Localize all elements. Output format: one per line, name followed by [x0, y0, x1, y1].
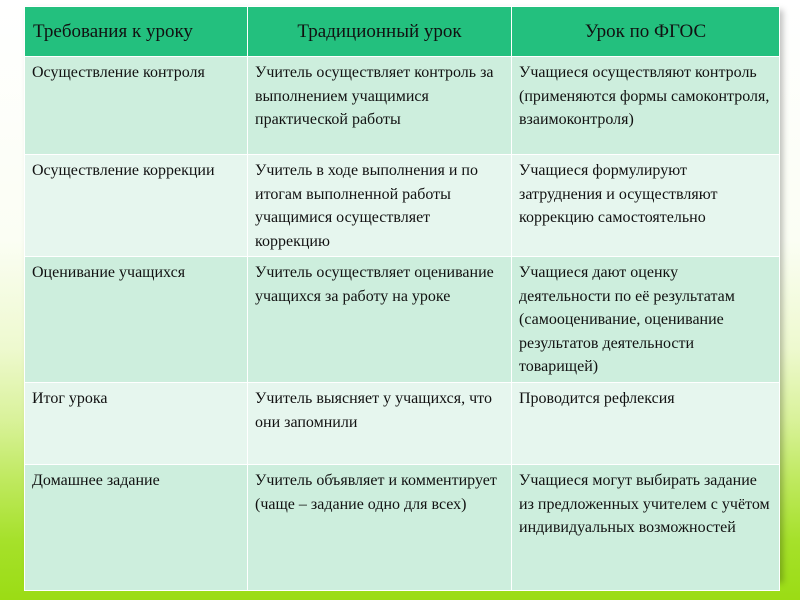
header-requirements: Требования к уроку — [25, 7, 248, 57]
fgos-text: Учащиеся формулируют затруднения и осуществляют коррекцию самостоятельно — [519, 162, 718, 226]
traditional-cell — [248, 465, 512, 591]
table-row — [25, 57, 780, 155]
table-row — [25, 257, 780, 383]
traditional-text: Учитель выясняет у учащихся, что они запомнили — [255, 390, 492, 431]
fgos-cell — [512, 465, 780, 591]
traditional-text: Учитель осуществляет контроль за выполнением учащимися практической работы — [255, 64, 494, 128]
fgos-text: Проводится рефлексия — [519, 390, 675, 407]
table-header-row — [25, 7, 780, 57]
fgos-cell — [512, 257, 780, 383]
comparison-table — [24, 6, 780, 591]
fgos-cell — [512, 57, 780, 155]
traditional-cell — [248, 257, 512, 383]
table-row — [25, 155, 780, 257]
fgos-text: Учащиеся могут выбирать задание из предложенных учителем с учётом индивидуальных возможностей — [519, 472, 770, 536]
slide-frame — [24, 6, 779, 579]
header-fgos: Урок по ФГОС — [512, 7, 780, 57]
traditional-text: Учитель объявляет и комментирует (чаще – задание одно для всех) — [255, 472, 497, 513]
fgos-text: Учащиеся осуществляют контроль (применяются формы самоконтроля, взаимоконтроля) — [519, 64, 770, 128]
traditional-cell — [248, 155, 512, 257]
fgos-cell — [512, 383, 780, 465]
traditional-cell — [248, 57, 512, 155]
traditional-cell — [248, 383, 512, 465]
requirement-text: Домашнее задание — [32, 472, 160, 489]
requirement-cell — [25, 465, 248, 591]
requirement-cell — [25, 57, 248, 155]
fgos-cell — [512, 155, 780, 257]
table-row — [25, 465, 780, 591]
table-row — [25, 383, 780, 465]
requirement-text: Итог урока — [32, 390, 108, 407]
requirement-cell — [25, 257, 248, 383]
requirement-text: Осуществление контроля — [32, 64, 205, 81]
requirement-text: Оценивание учащихся — [32, 264, 186, 281]
requirement-cell — [25, 383, 248, 465]
requirement-cell — [25, 155, 248, 257]
traditional-text: Учитель осуществляет оценивание учащихся за работу на уроке — [255, 264, 494, 305]
header-traditional: Традиционный урок — [248, 7, 512, 57]
requirement-text: Осуществление коррекции — [32, 162, 215, 179]
fgos-text: Учащиеся дают оценку деятельности по её результатам (самооценивание, оценивание результатов деятельности товарищей) — [519, 264, 735, 375]
traditional-text: Учитель в ходе выполнения и по итогам выполненной работы учащимися осуществляет коррекцию — [255, 162, 478, 250]
